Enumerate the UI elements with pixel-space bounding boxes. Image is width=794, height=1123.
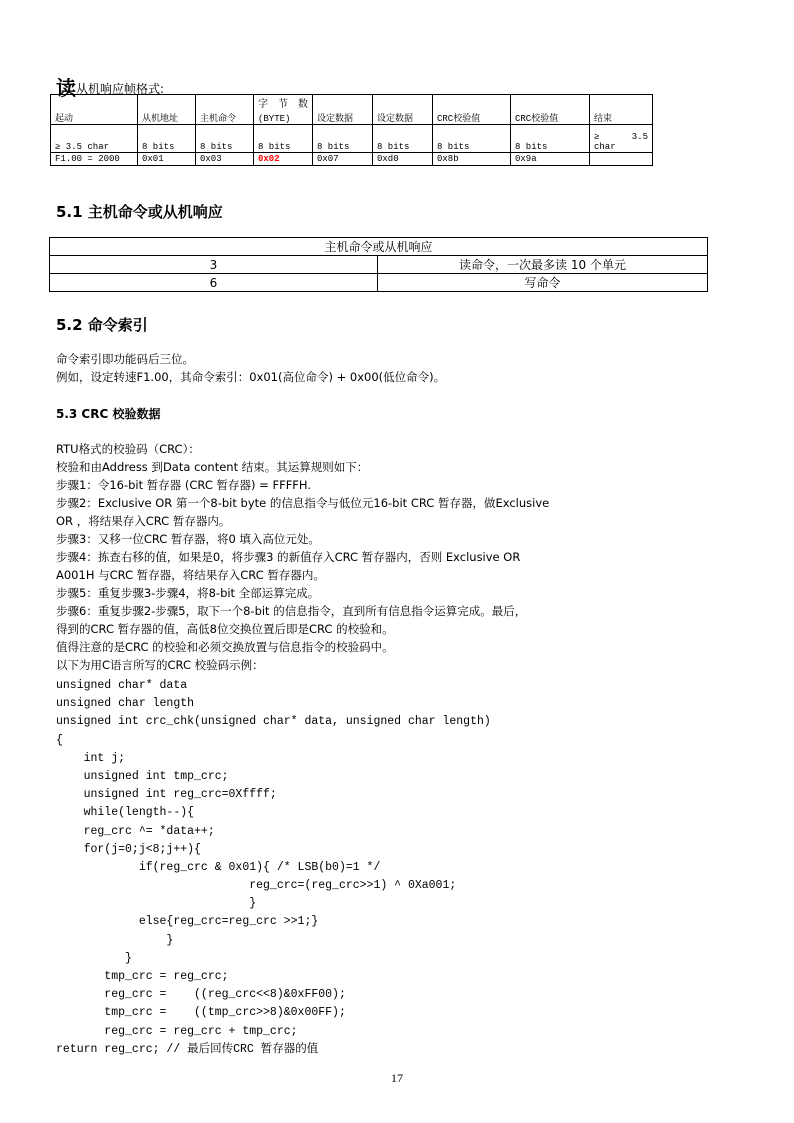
frame-title-big-char: 读 xyxy=(56,76,76,100)
frame-bits-cell: ≥ 3.5 char xyxy=(51,125,138,153)
end-bits-number: 3.5 xyxy=(631,132,648,142)
text-line: 值得注意的是CRC 的校验和必须交换放置与信息指令的校验码中。 xyxy=(56,640,394,654)
section-5-2-heading: 5.2 命令索引 xyxy=(56,316,148,334)
frame-value-cell: 0x9a xyxy=(511,153,590,166)
code-line: int j; xyxy=(56,751,126,765)
frame-header-byte-count xyxy=(254,95,313,125)
section-5-3-heading: 5.3 CRC 校验数据 xyxy=(56,407,161,421)
text-line: 步骤4：拣查右移的值，如果是0，将步骤3 的新值存入CRC 暂存器内，否则 Exclusive OR xyxy=(56,550,521,564)
code-line: reg_crc ^= *data++; xyxy=(56,824,215,838)
code-line: } xyxy=(56,933,174,947)
text-line: 步骤3：又移一位CRC 暂存器，将0 填入高位元处。 xyxy=(56,532,320,546)
code-line: else{reg_crc=reg_crc >>1;} xyxy=(56,915,319,929)
frame-value-cell: 0x8b xyxy=(433,153,511,166)
end-bits-unit: char xyxy=(594,142,616,152)
text-line: 得到的CRC 暂存器的值，高低8位交换位置后即是CRC 的校验和。 xyxy=(56,622,394,636)
end-bits-symbol: ≥ xyxy=(594,132,600,142)
frame-bits-row xyxy=(51,125,653,153)
frame-title-rest: 从机响应帧格式: xyxy=(76,82,165,96)
command-desc-cell: 读命令，一次最多读 10 个单元 xyxy=(378,256,708,274)
command-table-row xyxy=(50,256,708,274)
frame-bits-cell: 8 bits xyxy=(254,125,313,153)
frame-header-cell: CRC校验值 xyxy=(511,95,590,125)
code-line: for(j=0;j<8;j++){ xyxy=(56,842,201,856)
frame-header-cell: 设定数据 xyxy=(373,95,433,125)
code-line: unsigned int crc_chk(unsigned char* data, unsigned char length) xyxy=(56,715,491,729)
code-line: } xyxy=(56,897,257,911)
frame-header-cell: CRC校验值 xyxy=(433,95,511,125)
text-line: 步骤5：重复步骤3-步骤4，将8-bit 全部运算完成。 xyxy=(56,586,320,600)
crc-code-block xyxy=(56,677,491,1059)
frame-bits-cell: 8 bits xyxy=(433,125,511,153)
code-line: unsigned int reg_crc=0Xffff; xyxy=(56,788,277,802)
frame-header-row xyxy=(51,95,653,125)
frame-header-cell: 从机地址 xyxy=(138,95,196,125)
text-line: 步骤1：令16-bit 暂存器 (CRC 暂存器) = FFFFH. xyxy=(56,478,312,492)
frame-value-cell: 0x01 xyxy=(138,153,196,166)
code-line: tmp_crc = ((tmp_crc>>8)&0x00FF); xyxy=(56,1006,346,1020)
frame-header-cell: 主机命令 xyxy=(196,95,254,125)
frame-value-cell xyxy=(590,153,653,166)
frame-values-row xyxy=(51,153,653,166)
code-line: unsigned char length xyxy=(56,697,195,711)
code-line: unsigned char* data xyxy=(56,679,188,692)
command-table-header-row xyxy=(50,238,708,256)
text-line: 步骤2：Exclusive OR 第一个8-bit byte 的信息指令与低位元16-bit CRC 暂存器，做Exclusive xyxy=(56,496,550,510)
frame-bits-cell: 8 bits xyxy=(138,125,196,153)
text-line: A001H 与CRC 暂存器，将结果存入CRC 暂存器内。 xyxy=(56,568,325,582)
frame-value-cell: 0x07 xyxy=(313,153,373,166)
code-line: { xyxy=(56,733,63,747)
frame-value-cell: F1.00 = 2000 xyxy=(51,153,138,166)
command-code-cell: 3 xyxy=(50,256,378,274)
code-line: return reg_crc; // 最后回传CRC 暂存器的值 xyxy=(56,1042,319,1056)
text-line: RTU格式的校验码（CRC）： xyxy=(56,442,200,456)
code-line: reg_crc = ((reg_crc<<8)&0xFF00); xyxy=(56,988,346,1002)
frame-bits-cell: 8 bits xyxy=(511,125,590,153)
section-5-3-text xyxy=(56,440,716,674)
response-frame-table xyxy=(50,94,653,166)
frame-value-cell: 0x03 xyxy=(196,153,254,166)
text-line: 步骤6：重复步骤2-步骤5，取下一个8-bit 的信息指令，直到所有信息指令运算完成。最后， xyxy=(56,604,527,618)
text-line: 以下为用C语言所写的CRC 校验码示例： xyxy=(56,658,264,672)
byte-count-unit: (BYTE) xyxy=(258,114,291,124)
code-line: reg_crc = reg_crc + tmp_crc; xyxy=(56,1024,298,1038)
code-line: while(length--){ xyxy=(56,806,195,820)
frame-bits-cell: 8 bits xyxy=(196,125,254,153)
text-line: 命令索引即功能码后三位。 xyxy=(56,352,194,366)
frame-bits-cell: 8 bits xyxy=(373,125,433,153)
byte-count-label: 字 节 数 xyxy=(258,100,311,111)
command-code-cell: 6 xyxy=(50,274,378,292)
code-line: if(reg_crc & 0x01){ /* LSB(b0)=1 */ xyxy=(56,860,381,874)
code-line: unsigned int tmp_crc; xyxy=(56,769,229,783)
text-line: 例如，设定转速F1.00，其命令索引：0x01(高位命令) + 0x00(低位命令)。 xyxy=(56,370,446,384)
page-number: 17 xyxy=(391,1071,403,1085)
command-table-header: 主机命令或从机响应 xyxy=(50,238,708,256)
code-line: tmp_crc = reg_crc; xyxy=(56,970,229,983)
command-table xyxy=(49,237,708,292)
frame-header-cell: 设定数据 xyxy=(313,95,373,125)
text-line: OR ，将结果存入CRC 暂存器内。 xyxy=(56,514,231,528)
frame-value-cell-highlighted: 0x02 xyxy=(254,153,313,166)
code-line: reg_crc=(reg_crc>>1) ^ 0Xa001; xyxy=(56,879,457,893)
section-5-2-text xyxy=(56,350,716,386)
frame-header-cell: 起动 xyxy=(51,95,138,125)
command-table-row xyxy=(50,274,708,292)
frame-header-cell: 结束 xyxy=(590,95,653,125)
code-line: } xyxy=(56,951,132,965)
frame-end-bits-cell xyxy=(590,125,653,153)
command-desc-cell: 写命令 xyxy=(378,274,708,292)
frame-bits-cell: 8 bits xyxy=(313,125,373,153)
section-5-1-heading: 5.1 主机命令或从机响应 xyxy=(56,203,223,221)
frame-value-cell: 0xd0 xyxy=(373,153,433,166)
text-line: 校验和由Address 到Data content 结束。其运算规则如下： xyxy=(56,460,369,474)
